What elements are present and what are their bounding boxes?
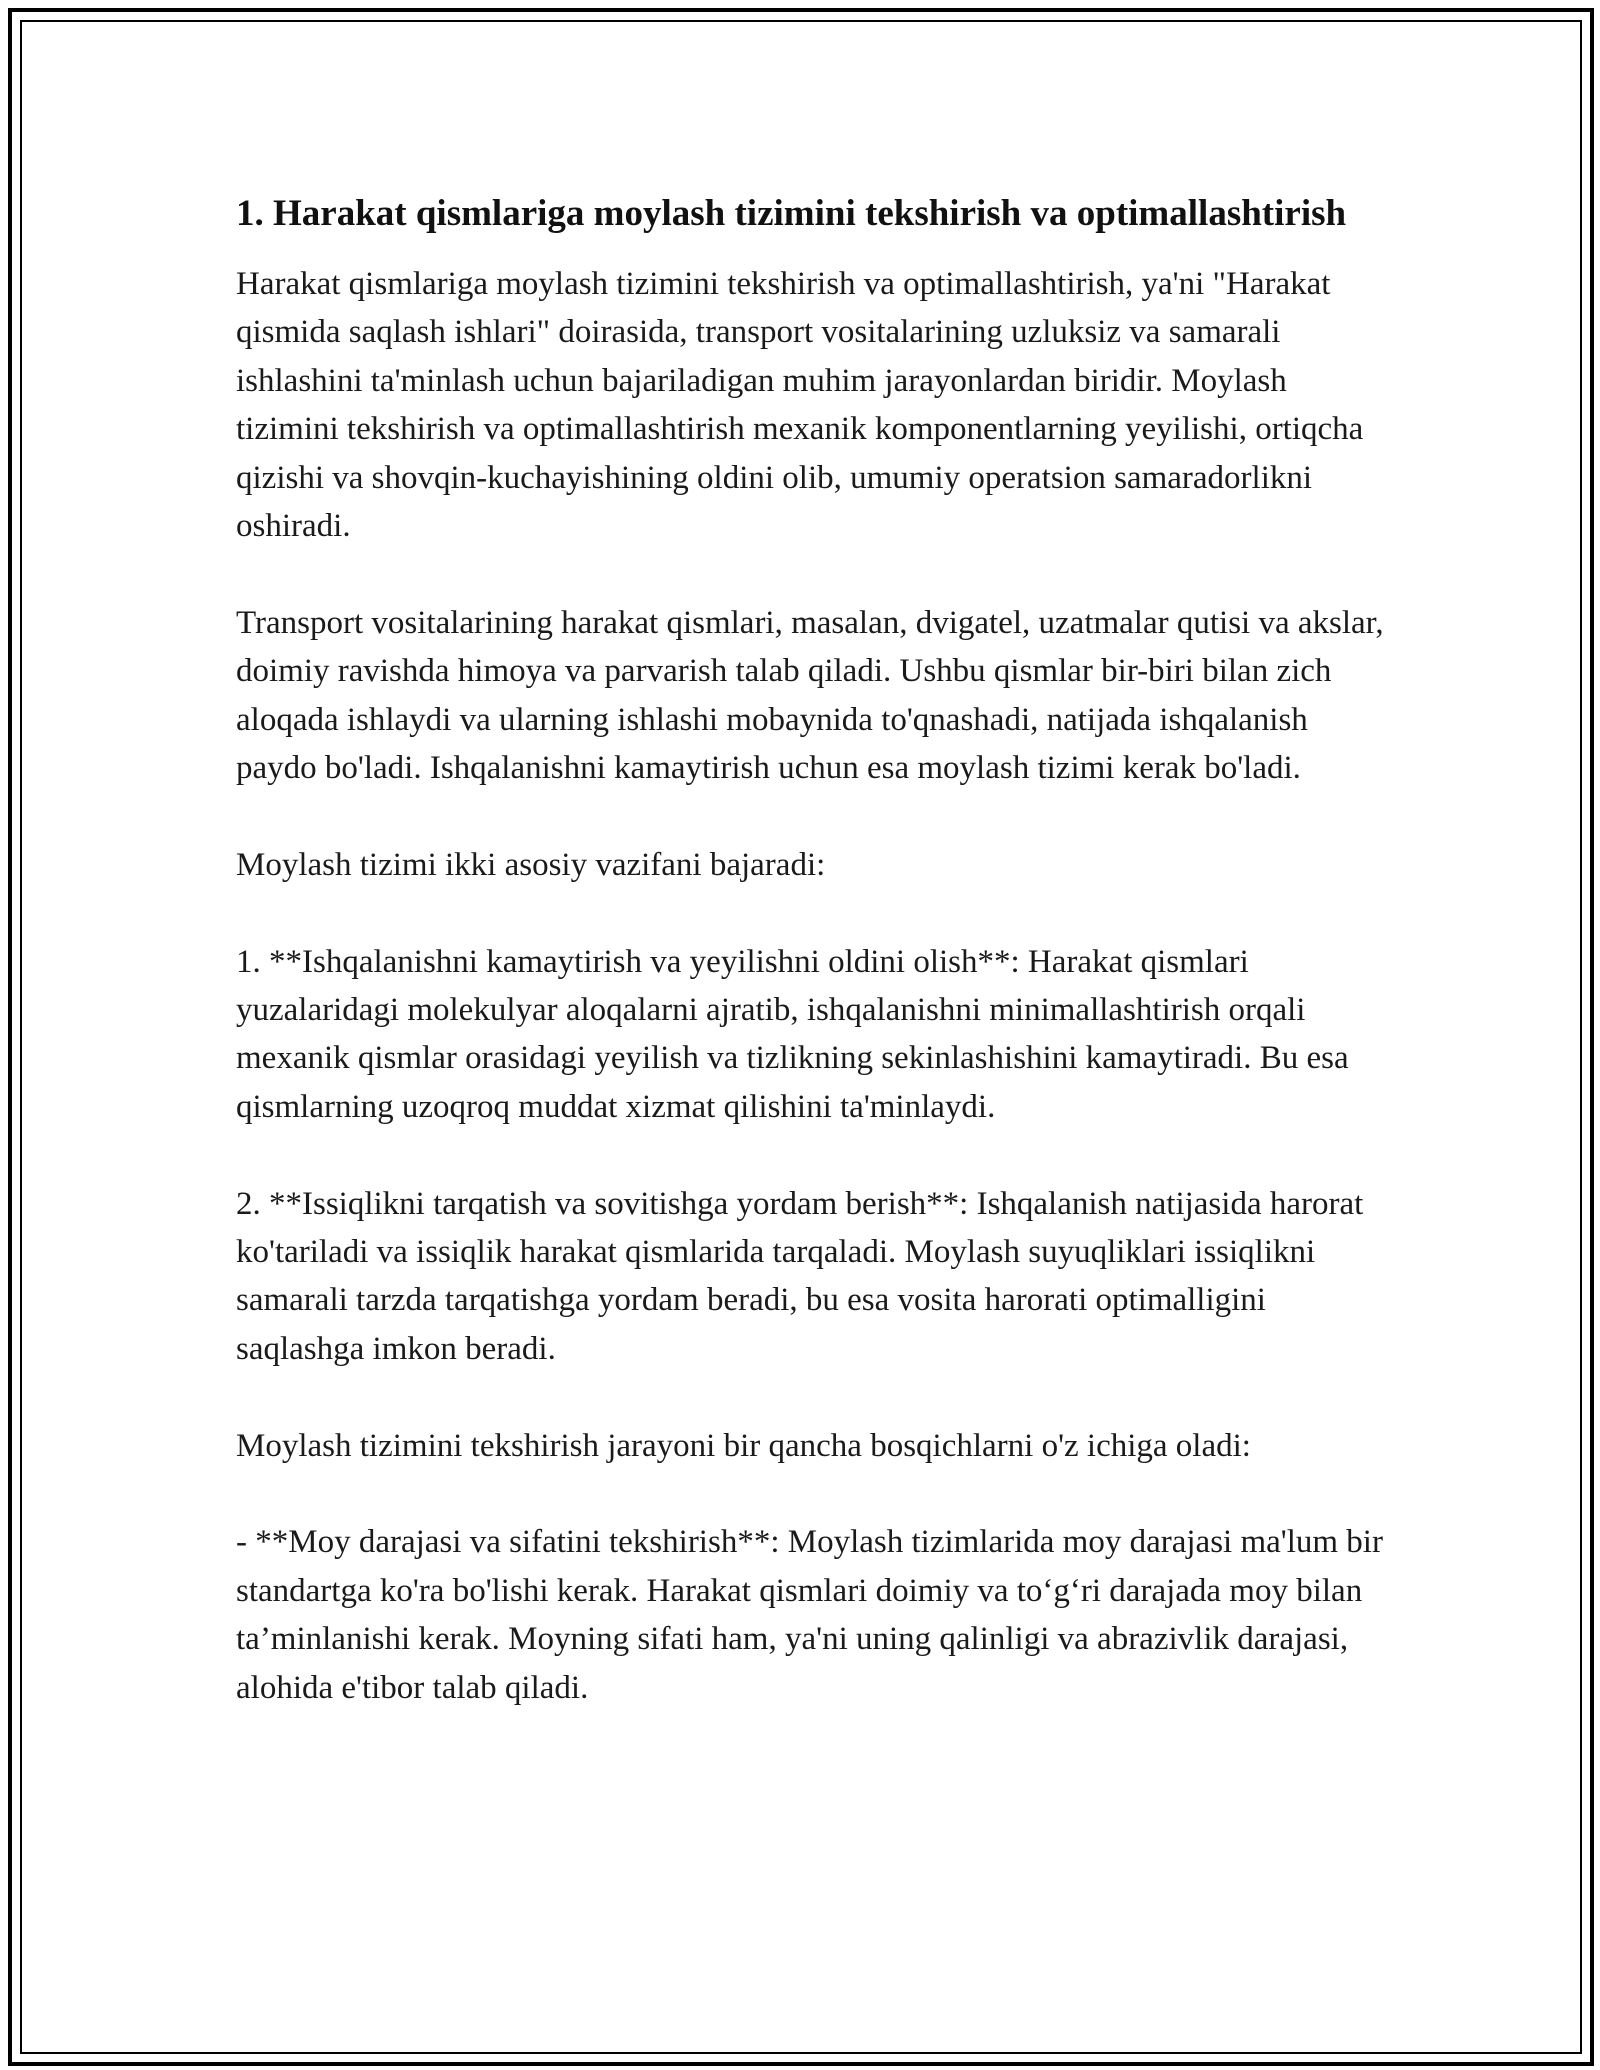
section-heading: 1. Harakat qismlariga moylash tizimini tekshirish va optimallashtirish xyxy=(236,193,1347,234)
paragraph-gap xyxy=(236,1131,1386,1179)
paragraph-moving-parts: Transport vositalarining harakat qismlari, masalan, dvigatel, uzatmalar qutisi va akslar, doimiy ravishda himoya va parvarish talab qiladi. Ushbu qismlar bir-biri bilan zich aloqada ishlaydi va ularning ishlashi mobaynida to'qnashadi, natijada ishqalanish paydo bo'ladi. Ishqalanishni kamaytirish uchun esa moylash tizimi kerak bo'ladi. xyxy=(236,604,1384,787)
paragraph-gap xyxy=(236,792,1386,840)
list-item-friction: 1. **Ishqalanishni kamaytirish va yeyilishni oldini olish**: Harakat qismlari yuzalaridagi molekulyar aloqalarni ajratib, ishqalanishni minimallashtirish orqali mexanik qismlar orasidagi yeyilish va tizlikning sekinlashishini kamaytiradi. Bu esa qismlarning uzoqroq muddat xizmat qilishini ta'minlaydi. xyxy=(236,943,1349,1125)
list-item-heat: 2. **Issiqlikni tarqatish va sovitishga yordam berish**: Ishqalanish natijasida harorat ko'tariladi va issiqlik harakat qismlarida tarqaladi. Moylash suyuqliklari issiqlikni samarali tarzda tarqatishga yordam beradi, bu esa vosita harorati optimalligini saqlashga imkon beradi. xyxy=(236,1185,1364,1367)
document-body xyxy=(236,186,1386,1712)
paragraph-two-tasks-lead: Moylash tizimi ikki asosiy vazifani bajaradi: xyxy=(236,846,826,883)
paragraph-gap xyxy=(236,550,1386,598)
paragraph-intro: Harakat qismlariga moylash tizimini tekshirish va optimallashtirish, ya'ni "Harakat qismida saqlash ishlari" doirasida, transport vositalarining uzluksiz va samarali ishlashini ta'minlash uchun bajariladigan muhim jarayonlardan biridir. Moylash tizimini tekshirish va optimallashtirish mexanik komponentlarning yeyilishi, ortiqcha qizishi va shovqin-kuchayishining oldini olib, umumiy operatsion samaradorlikni oshiradi. xyxy=(236,266,1364,545)
paragraph-gap xyxy=(236,1373,1386,1421)
paragraph-inspection-lead: Moylash tizimini tekshirish jarayoni bir qancha bosqichlarni o'z ichiga oladi: xyxy=(236,1427,1251,1464)
paragraph-gap xyxy=(236,1470,1386,1518)
paragraph-gap xyxy=(236,889,1386,937)
list-item-oil-level: - **Moy darajasi va sifatini tekshirish**: Moylash tizimlarida moy darajasi ma'lum bir standartga ko'ra bo'lishi kerak. Harakat qismlari doimiy va to‘g‘ri darajada moy bilan ta’minlanishi kerak. Moyning sifati ham, ya'ni uning qalinligi va abrazivlik darajasi, alohida e'tibor talab qiladi. xyxy=(236,1524,1383,1706)
